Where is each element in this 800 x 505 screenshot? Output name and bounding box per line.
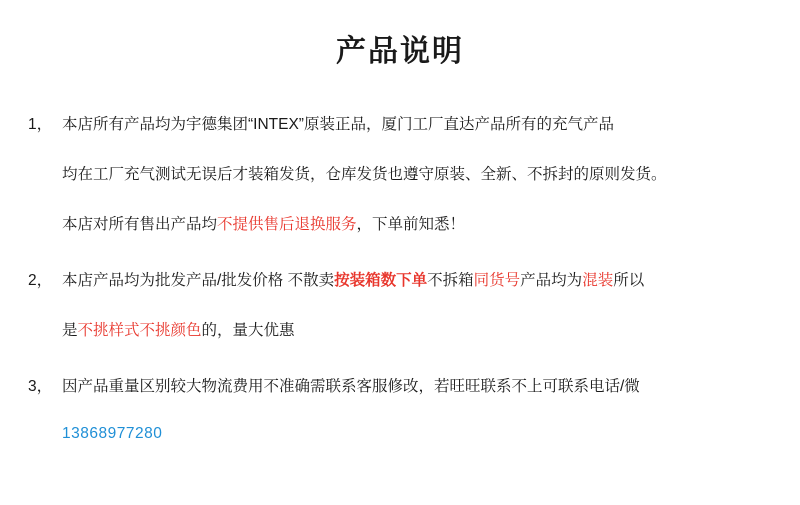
list-item [28, 100, 776, 250]
highlight-same-item-code: 同货号 [473, 272, 521, 289]
line-text: ，下单前知悉！ [356, 216, 466, 233]
text-line [28, 306, 776, 356]
list-item [28, 362, 776, 456]
line-text: 所以 [613, 272, 645, 289]
text-line [28, 412, 776, 456]
product-description-page [0, 18, 800, 505]
line-text: 本店对所有售出产品均 [62, 216, 218, 233]
highlight-mixed-packing: 混装 [582, 272, 614, 289]
text-line [28, 256, 776, 306]
line-text: 因产品重量区别较大物流费用不准确需联系客服修改，若旺旺联系不上可联系电话/微 [62, 378, 640, 395]
highlight-no-style-color-choice: 不挑样式不挑颜色 [77, 322, 202, 339]
line-text: 产品均为 [520, 272, 583, 289]
text-line [28, 200, 776, 250]
highlight-no-return-service: 不提供售后退换服务 [217, 216, 357, 233]
line-text: 的，量大优惠 [201, 322, 295, 339]
list-marker: 3， [28, 378, 53, 395]
page-title: 产品说明 [336, 34, 464, 69]
highlight-order-by-case: 按装箱数下单 [334, 272, 428, 289]
line-text: 本店所有产品均为宇德集团“INTEX”原装正品，厦门工厂直达产品所有的充气产品 [62, 116, 614, 133]
line-text: 不拆箱 [427, 272, 474, 289]
line-text: 均在工厂充气测试无误后才装箱发货，仓库发货也遵守原装、全新、不拆封的原则发货。 [62, 166, 667, 183]
text-line [28, 150, 776, 200]
contact-phone-number: 13868977280 [62, 425, 163, 442]
text-line [28, 100, 776, 150]
list-marker: 2， [28, 272, 53, 289]
description-body [0, 100, 800, 456]
text-line [28, 362, 776, 412]
list-marker: 1， [28, 116, 53, 133]
list-item [28, 256, 776, 356]
line-text: 是 [62, 322, 78, 339]
line-text: 本店产品均为批发产品/批发价格 不散卖 [62, 272, 335, 289]
